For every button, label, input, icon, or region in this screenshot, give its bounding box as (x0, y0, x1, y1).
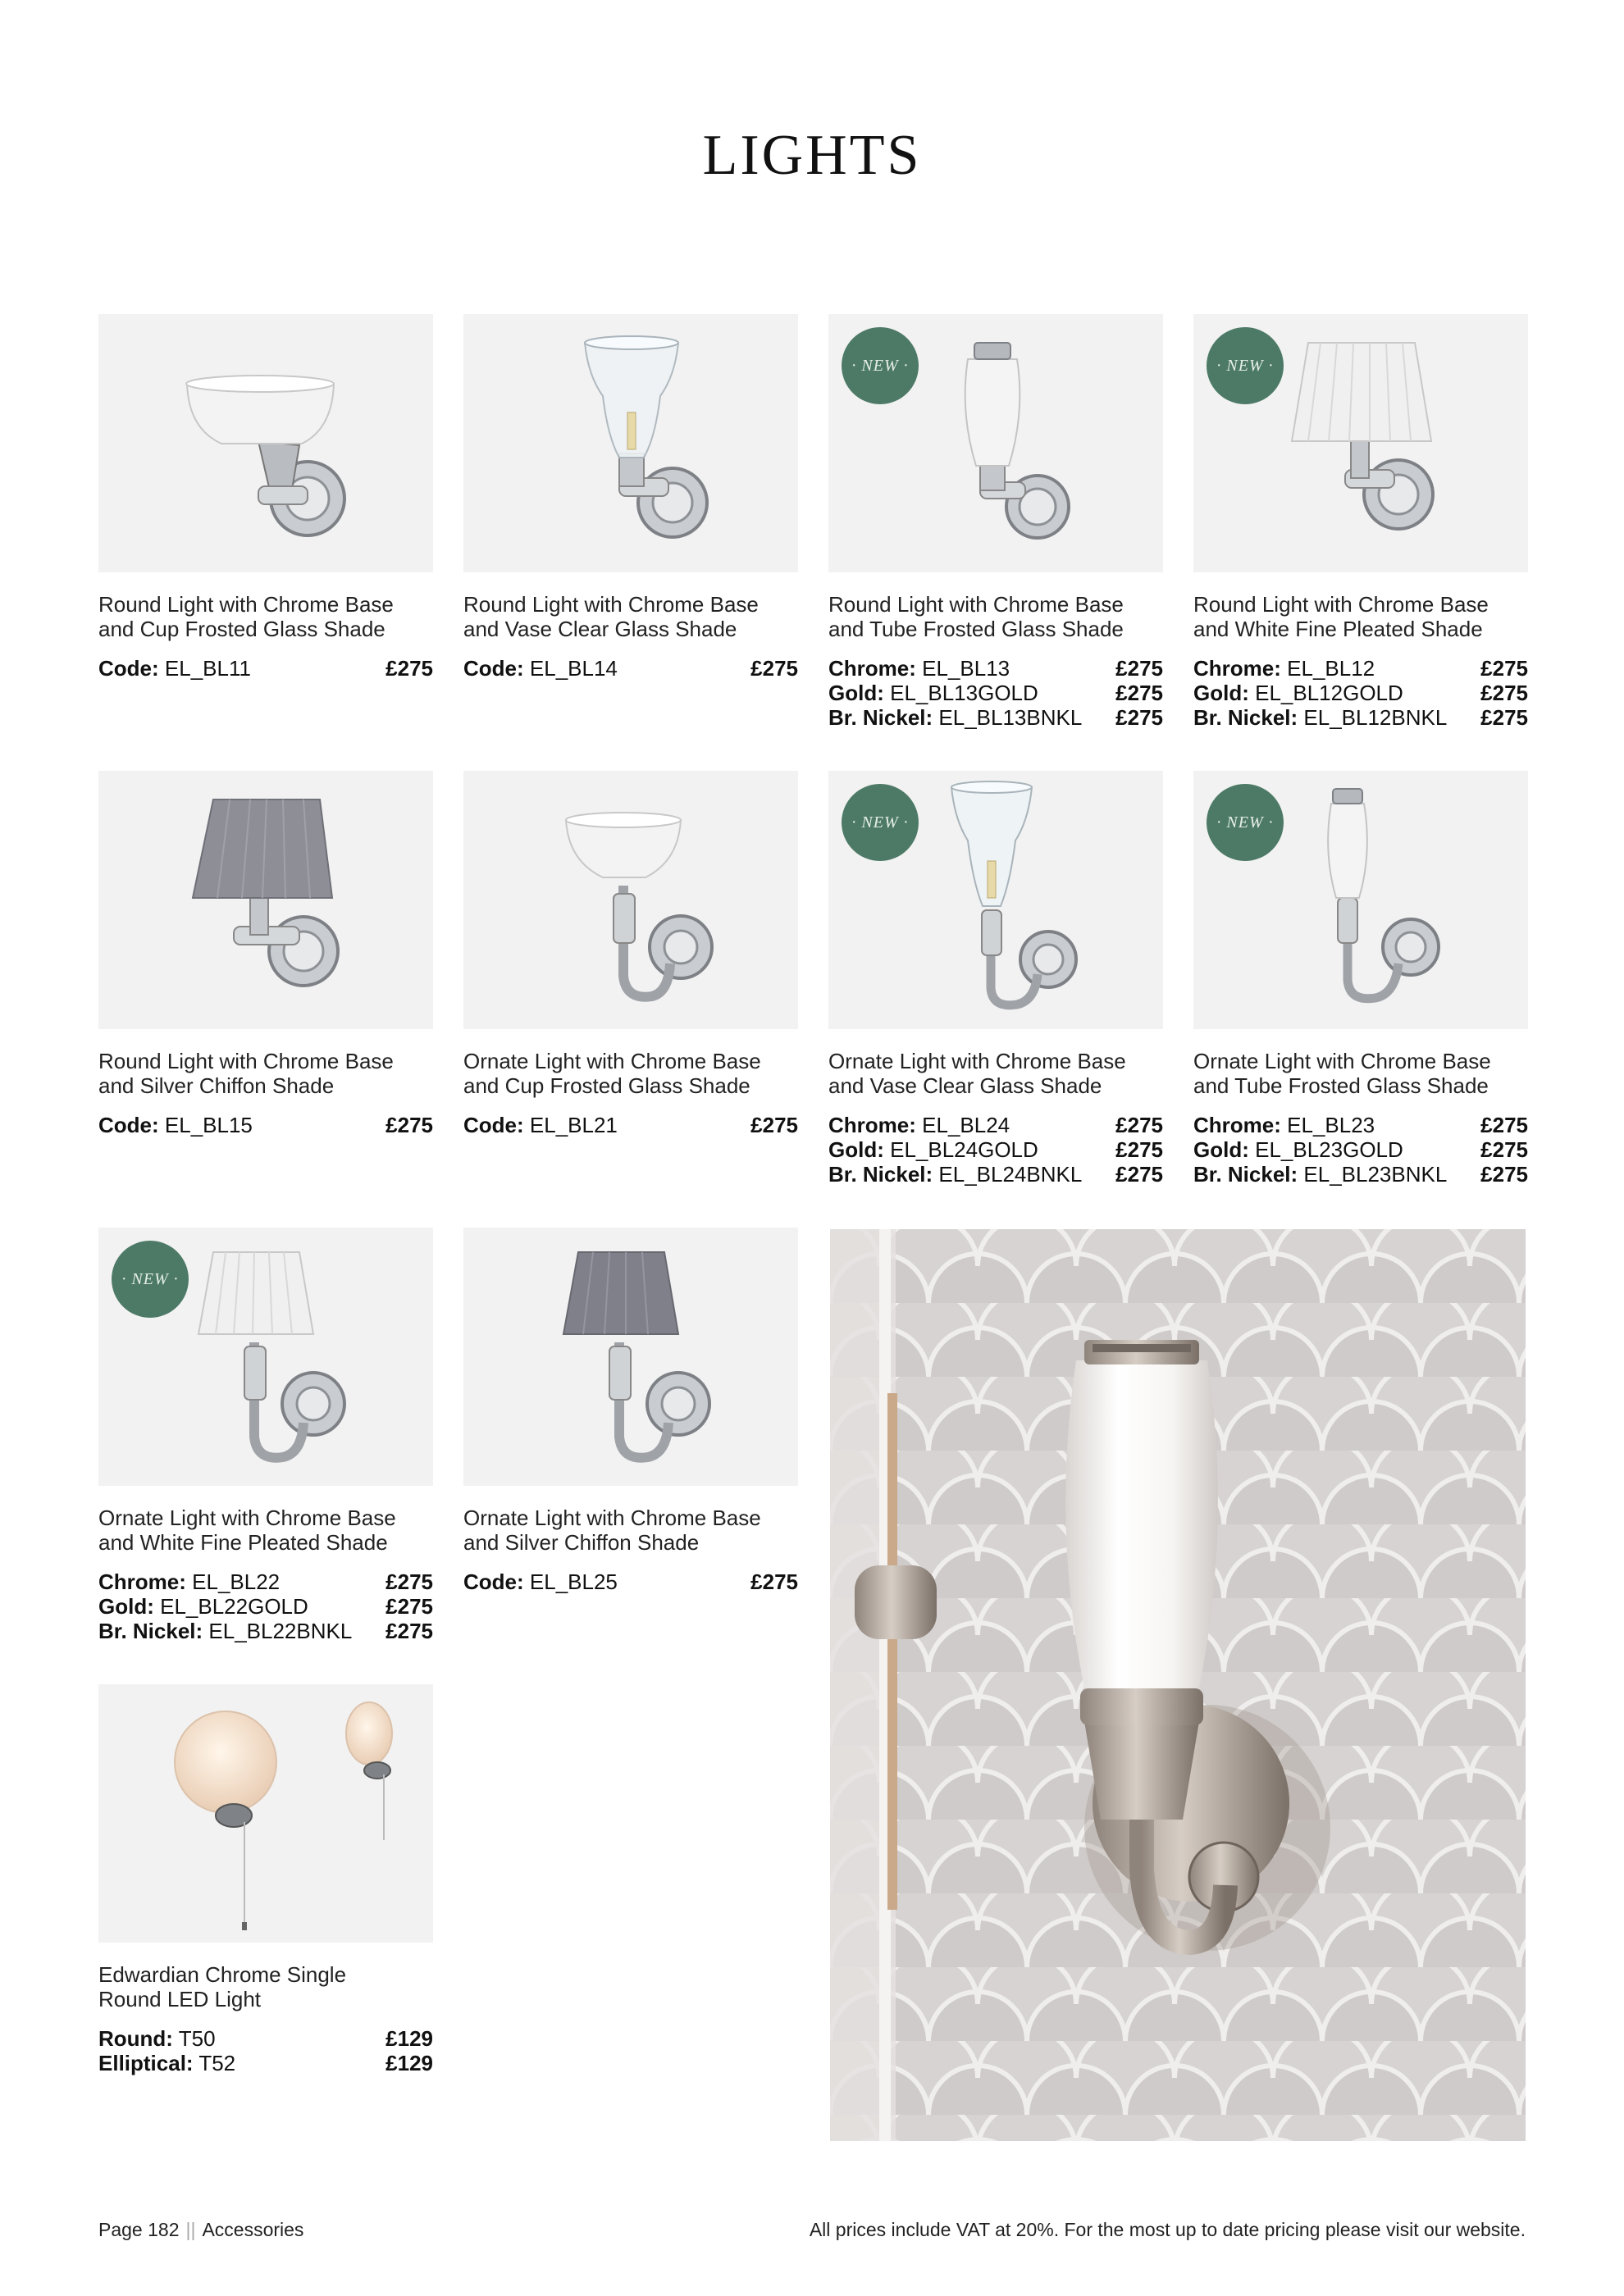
ornate-cup-light-image (463, 771, 798, 1029)
chiffon-shade-light-image (98, 771, 433, 1029)
page-title: LIGHTS (702, 124, 922, 187)
code-row: Code: EL_BL15 £275 (98, 1113, 433, 1137)
new-badge: · NEW · (1207, 327, 1284, 404)
product-codes (1193, 656, 1528, 730)
code-row: Chrome: EL_BL24 £275 (828, 1113, 1163, 1137)
product-name: Ornate Light with Chrome Base and Silver Chiffon Shade (463, 1506, 761, 1555)
product-image[interactable] (98, 1228, 433, 1486)
product-codes (1193, 1113, 1528, 1187)
code-row: Br. Nickel: EL_BL23BNKL £275 (1193, 1162, 1528, 1187)
code-row: Code: EL_BL14 £275 (463, 656, 798, 681)
vase-shade-light-image (463, 314, 798, 572)
code-row: Elliptical: T52 £129 (98, 2051, 433, 2075)
code-row: Chrome: EL_BL13 £275 (828, 656, 1163, 681)
product-name: Round Light with Chrome Base and Vase Clear Glass Shade (463, 592, 759, 641)
product-name: Round Light with Chrome Base and Silver Chiffon Shade (98, 1049, 394, 1098)
product-codes (98, 656, 433, 681)
product-name: Ornate Light with Chrome Base and White Fine Pleated Shade (98, 1506, 396, 1555)
product-codes (463, 656, 798, 681)
vat-note: All prices include VAT at 20%. For the most up to date pricing please visit our website. (809, 2219, 1526, 2240)
code-row: Gold: EL_BL12GOLD £275 (1193, 681, 1528, 705)
product-name: Round Light with Chrome Base and White Fine Pleated Shade (1193, 592, 1489, 641)
product-card[interactable] (463, 1228, 798, 1594)
code-row: Code: EL_BL21 £275 (463, 1113, 798, 1137)
product-card[interactable] (98, 314, 433, 681)
code-row: Code: EL_BL11 £275 (98, 656, 433, 681)
code-row: Code: EL_BL25 £275 (463, 1569, 798, 1594)
product-name: Ornate Light with Chrome Base and Vase Clear Glass Shade (828, 1049, 1126, 1098)
code-row: Gold: EL_BL13GOLD £275 (828, 681, 1163, 705)
product-image[interactable] (828, 771, 1163, 1029)
page-number: Page 182 (98, 2219, 180, 2240)
hero-lifestyle-photo (830, 1229, 1526, 2141)
footer-separator: || (185, 2219, 196, 2240)
product-name: Round Light with Chrome Base and Tube Frosted Glass Shade (828, 592, 1124, 641)
wall-light-photo (830, 1229, 1526, 2141)
product-codes (98, 1569, 433, 1643)
product-image[interactable] (463, 314, 798, 572)
new-badge: · NEW · (842, 784, 919, 861)
code-row: Br. Nickel: EL_BL22BNKL £275 (98, 1619, 433, 1643)
product-card[interactable] (98, 771, 433, 1137)
product-name: Ornate Light with Chrome Base and Cup Frosted Glass Shade (463, 1049, 761, 1098)
product-name: Ornate Light with Chrome Base and Tube Frosted Glass Shade (1193, 1049, 1491, 1098)
ornate-pleated-light-image (98, 1228, 433, 1486)
product-image[interactable] (463, 771, 798, 1029)
product-name: Round Light with Chrome Base and Cup Frosted Glass Shade (98, 592, 394, 641)
tube-shade-light-image (828, 314, 1163, 572)
product-image[interactable] (828, 314, 1163, 572)
new-badge: · NEW · (112, 1241, 189, 1318)
ornate-vase-light-image (828, 771, 1163, 1029)
ornate-tube-light-image (1193, 771, 1528, 1029)
product-image[interactable] (98, 1684, 433, 1943)
product-image[interactable] (98, 771, 433, 1029)
product-name: Edwardian Chrome Single Round LED Light (98, 1962, 347, 2011)
edwardian-led-light-image (98, 1684, 433, 1943)
pleated-shade-light-image (1193, 314, 1528, 572)
product-codes (98, 1113, 433, 1137)
new-badge: · NEW · (1207, 784, 1284, 861)
product-card[interactable] (828, 771, 1163, 1187)
product-card[interactable] (828, 314, 1163, 730)
code-row: Br. Nickel: EL_BL12BNKL £275 (1193, 705, 1528, 730)
code-row: Gold: EL_BL23GOLD £275 (1193, 1137, 1528, 1162)
code-row: Chrome: EL_BL23 £275 (1193, 1113, 1528, 1137)
ornate-chiffon-light-image (463, 1228, 798, 1486)
code-row: Chrome: EL_BL22 £275 (98, 1569, 433, 1594)
code-row: Gold: EL_BL24GOLD £275 (828, 1137, 1163, 1162)
section-name: Accessories (202, 2219, 304, 2240)
product-image[interactable] (98, 314, 433, 572)
product-codes (98, 2026, 433, 2075)
code-row: Br. Nickel: EL_BL13BNKL £275 (828, 705, 1163, 730)
product-codes (463, 1569, 798, 1594)
product-card[interactable] (463, 771, 798, 1137)
code-row: Br. Nickel: EL_BL24BNKL £275 (828, 1162, 1163, 1187)
product-card[interactable] (98, 1228, 433, 1643)
product-image[interactable] (1193, 314, 1528, 572)
page-footer-left (98, 2219, 303, 2241)
product-card[interactable] (1193, 314, 1528, 730)
code-row: Gold: EL_BL22GOLD £275 (98, 1594, 433, 1619)
code-row: Round: T50 £129 (98, 2026, 433, 2051)
product-card[interactable] (1193, 771, 1528, 1187)
product-codes (828, 1113, 1163, 1187)
product-codes (828, 656, 1163, 730)
new-badge: · NEW · (842, 327, 919, 404)
product-image[interactable] (463, 1228, 798, 1486)
product-codes (463, 1113, 798, 1137)
code-row: Chrome: EL_BL12 £275 (1193, 656, 1528, 681)
product-card[interactable] (463, 314, 798, 681)
cup-shade-light-image (98, 314, 433, 572)
product-card[interactable] (98, 1684, 433, 2075)
product-image[interactable] (1193, 771, 1528, 1029)
